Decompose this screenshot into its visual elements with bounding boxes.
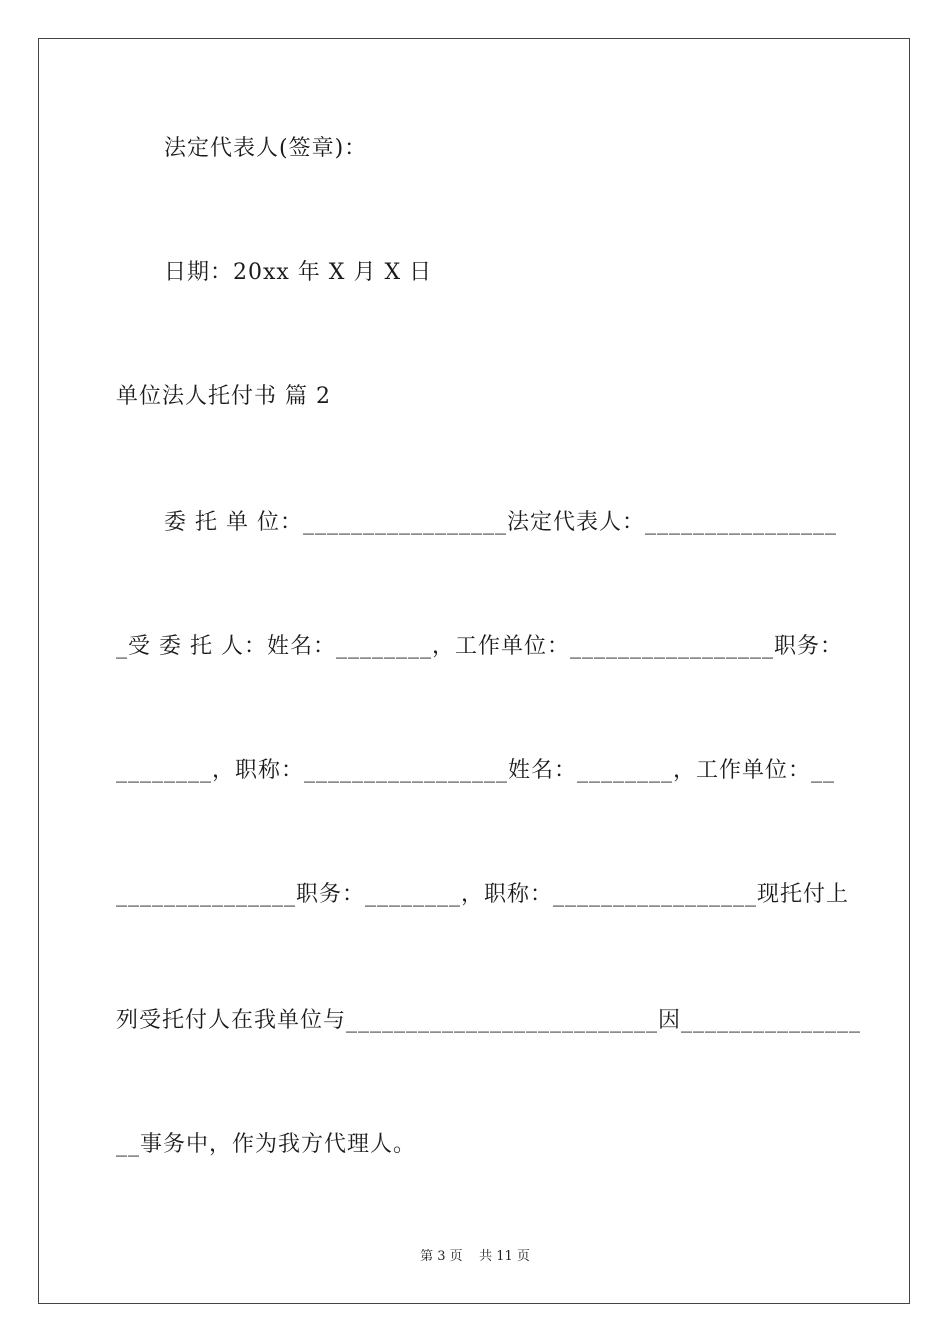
date-line: 日期：20xx 年 X 月 X 日 (164, 260, 433, 285)
page-number-footer: 第 3 页 共 11 页 (420, 1249, 530, 1264)
body-line-trustee: _受 委 托 人：姓名：________，工作单位：_________________职务： (116, 634, 843, 659)
body-line-agent: __事务中，作为我方代理人。 (116, 1132, 417, 1157)
body-line-client-unit: 委 托 单 位：_________________法定代表人：________________ (164, 510, 837, 535)
section-heading: 单位法人托付书 篇 2 (116, 384, 331, 409)
body-line-entrust: 列受托付人在我单位与__________________________因_______________ (116, 1008, 862, 1033)
page-border (38, 38, 910, 1304)
legal-rep-signature-line: 法定代表人(签章)： (164, 136, 368, 161)
body-line-title: ________，职称：_________________姓名：________，工作单位：__ (116, 758, 836, 783)
body-line-duty: _______________职务：________，职称：_________________现托付上 (116, 882, 850, 907)
